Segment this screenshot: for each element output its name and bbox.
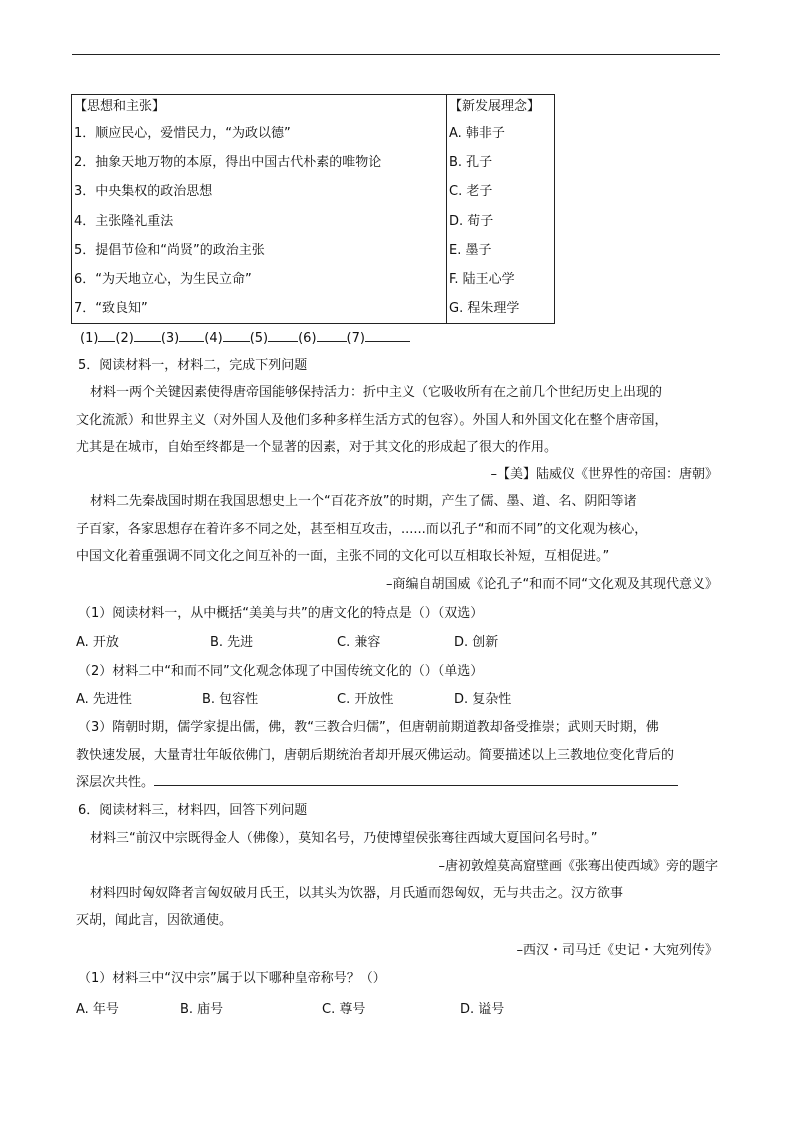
- material-1-source: –【美】陆威仪《世界性的帝国：唐朝》: [490, 467, 718, 482]
- question-5-3-line: （3）隋朝时期，儒学家提出儒，佛，教“三教合归儒”，但唐朝前期道教却备受推崇；武则天时期，佛: [78, 720, 659, 735]
- answer-blanks: [80, 329, 410, 346]
- material-2-line: 子百家，各家思想存在着许多不同之处，甚至相互攻击，......而以孔子“和而不同”的文化观为核心，: [76, 522, 648, 537]
- option-d[interactable]: D. 谥号: [460, 1002, 505, 1017]
- material-1-line: 尤其是在城市，自始至终都是一个显著的因素，对于其文化的形成起了很大的作用。: [76, 440, 558, 455]
- answer-label: (2): [115, 331, 134, 346]
- answer-blank[interactable]: [154, 773, 678, 786]
- thinker-item: B. 孔子: [449, 155, 493, 171]
- option-a[interactable]: A. 年号: [76, 1002, 119, 1017]
- answer-label: (7): [346, 331, 365, 346]
- claim-item: 5．提倡节俭和“尚贤”的政治主张: [74, 242, 265, 258]
- material-3: 材料三“前汉中宗既得金人（佛像），莫知名号，乃使博望侯张骞往西域大夏国问名号时。”: [90, 831, 598, 846]
- question-6-stem: 6．阅读材料三，材料四，回答下列问题: [78, 803, 308, 818]
- claim-item: 7．“致良知”: [74, 301, 148, 317]
- material-2-line: 中国文化着重强调不同文化之间互补的一面，主张不同的文化可以互相取长补短，互相促进。”: [76, 549, 610, 564]
- question-5-stem: 5．阅读材料一，材料二，完成下列问题: [78, 358, 308, 373]
- material-2-source: –商编自胡国威《论孔子“和而不同“文化观及其现代意义》: [386, 577, 718, 592]
- thinker-item: E. 墨子: [449, 242, 492, 258]
- thinker-item: G. 程朱理学: [449, 301, 520, 317]
- claim-item: 1．顺应民心，爱惜民力，“为政以德”: [74, 126, 291, 141]
- material-4-source: –西汉・司马迁《史记・大宛列传》: [516, 943, 718, 958]
- option-c[interactable]: C. 尊号: [322, 1002, 366, 1017]
- material-4-line: 材料四时匈奴降者言匈奴破月氏王，以其头为饮器，月氏遁而怨匈奴，无与共击之。汉方欲事: [90, 886, 624, 901]
- option-d[interactable]: D. 创新: [454, 635, 499, 650]
- material-2-line: 材料二先秦战国时期在我国思想史上一个“百花齐放”的时期，产生了儒、墨、道、名、阴阳等诸: [90, 494, 637, 509]
- thinkers-header: 【新发展理念】: [449, 99, 541, 114]
- option-b[interactable]: B. 先进: [210, 635, 254, 650]
- option-c[interactable]: C. 开放性: [337, 692, 394, 707]
- answer-label: (3): [160, 331, 180, 346]
- claims-header: 【思想和主张】: [74, 99, 166, 114]
- option-a[interactable]: A. 先进性: [76, 692, 132, 707]
- material-4-line: 灭胡，闻此言，因欲通使。: [76, 913, 233, 928]
- answer-label: (5): [249, 331, 269, 346]
- thinker-item: F. 陆王心学: [449, 271, 515, 287]
- question-5-2: （2）材料二中“和而不同”文化观念体现了中国传统文化的（）（单选）: [78, 664, 484, 679]
- claims-column: [72, 95, 447, 324]
- option-d[interactable]: D. 复杂性: [454, 692, 512, 707]
- claim-item: 6．“为天地立心，为生民立命”: [74, 271, 252, 287]
- material-1-line: 文化流派）和世界主义（对外国人及他们多种多样生活方式的包容）。外国人和外国文化在整个唐帝国，: [76, 413, 668, 428]
- thinker-item: A. 韩非子: [449, 126, 505, 141]
- answer-blank[interactable]: [223, 329, 250, 342]
- thinker-item: C. 老子: [449, 184, 493, 200]
- question-6-1: （1）材料三中“汉中宗”属于以下哪种皇帝称号？（）: [78, 971, 386, 986]
- answer-label: (4): [204, 331, 223, 346]
- option-b[interactable]: B. 庙号: [180, 1002, 224, 1017]
- question-5-3-line: [76, 771, 678, 790]
- matching-table: [71, 94, 555, 324]
- answer-blank[interactable]: [134, 329, 161, 342]
- claim-item: 4．主张隆礼重法: [74, 213, 174, 229]
- option-c[interactable]: C. 兼容: [337, 635, 381, 650]
- option-b[interactable]: B. 包容性: [202, 692, 259, 707]
- answer-blank[interactable]: [268, 329, 298, 342]
- answer-label: (1): [80, 331, 99, 346]
- question-5-3-text: 深层次共性。: [76, 775, 155, 790]
- answer-label: (6): [298, 331, 317, 346]
- answer-blank[interactable]: [179, 329, 204, 342]
- answer-blank[interactable]: [98, 329, 115, 342]
- option-a[interactable]: A. 开放: [76, 635, 119, 650]
- answer-blank[interactable]: [365, 329, 410, 342]
- claim-item: 3．中央集权的政治思想: [74, 184, 213, 200]
- question-5-1: （1）阅读材料一，从中概括“美美与共”的唐文化的特点是（）（双选）: [78, 606, 484, 621]
- claim-item: 2．抽象天地万物的本原，得出中国古代朴素的唯物论: [74, 155, 382, 171]
- thinker-item: D. 荀子: [449, 213, 494, 229]
- material-1-line: 材料一两个关键因素使得唐帝国能够保持活力：折中主义（它吸收所有在之前几个世纪历史上出现的: [90, 385, 663, 400]
- header-rule: [72, 54, 720, 55]
- thinkers-column: [447, 95, 555, 324]
- question-5-3-line: 教快速发展，大量青壮年皈依佛门，唐朝后期统治者却开展灭佛运动。简要描述以上三教地位变化背后的: [76, 748, 675, 763]
- answer-blank[interactable]: [317, 329, 347, 342]
- material-3-source: –唐初敦煌莫高窟壁画《张骞出使西域》旁的题字: [438, 859, 718, 874]
